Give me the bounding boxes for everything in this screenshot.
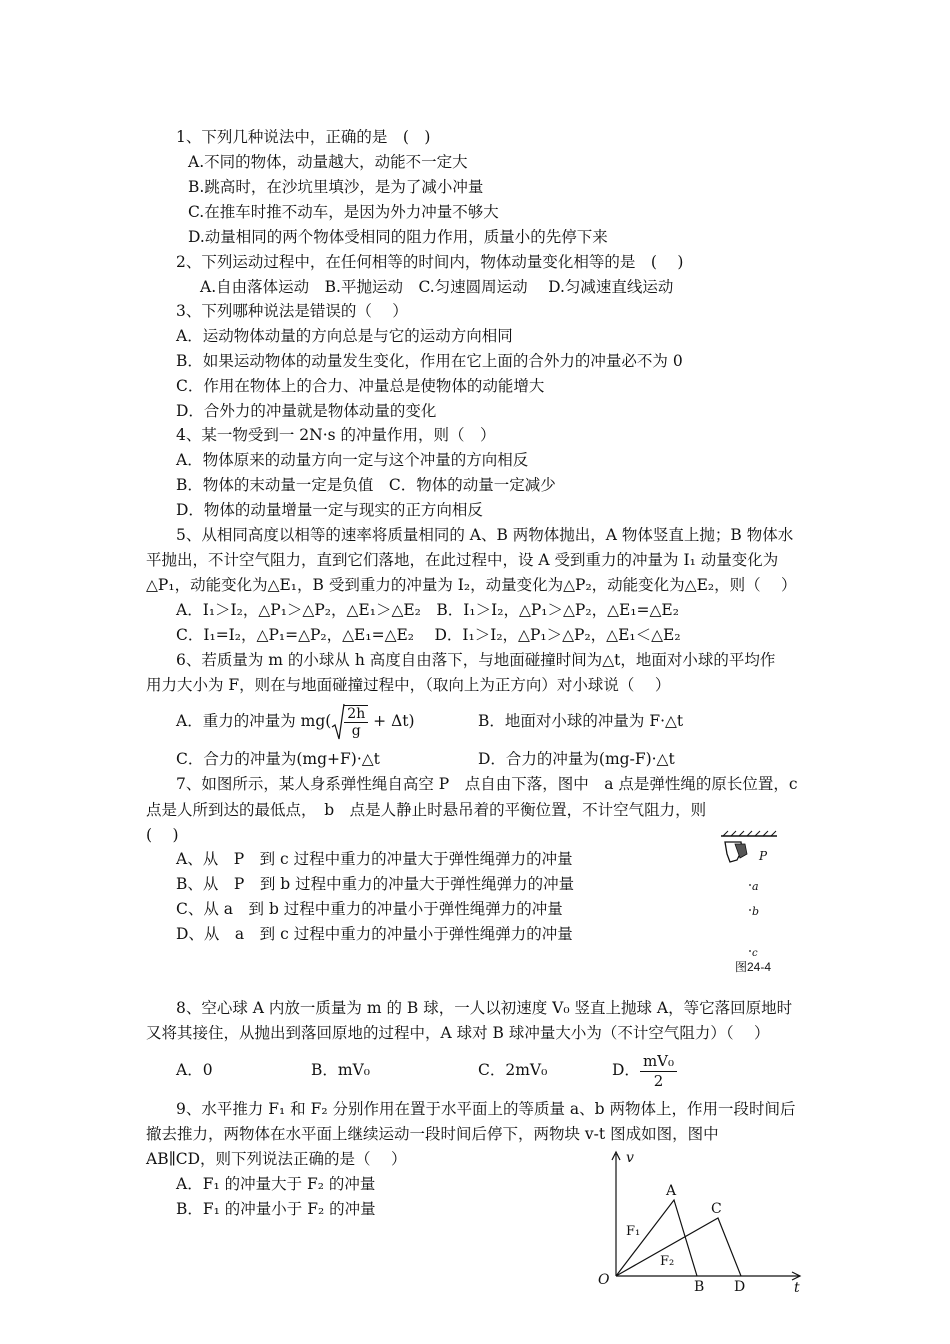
q1-option-b: B.跳高时，在沙坑里填沙，是为了减小冲量: [188, 178, 484, 196]
q3-option-d: D．合外力的冲量就是物体动量的变化: [176, 402, 437, 420]
v-axis-label: v: [626, 1150, 634, 1166]
q4-option-a: A．物体原来的动量方向一定与这个冲量的方向相反: [176, 451, 529, 469]
q9-option-a: A．F₁ 的冲量大于 F₂ 的冲量: [176, 1175, 376, 1193]
q9-line1: 9、水平推力 F₁ 和 F₂ 分别作用在置于水平面上的等质量 a、b 两物体上，作用一段时间后: [176, 1100, 796, 1118]
q5-options-ab: A．I₁＞I₂，△P₁＞△P₂，△E₁＞△E₂ B．I₁＞I₂，△P₁＞△P₂，△E₁=△E₂: [176, 601, 679, 619]
point-p-label: P: [759, 849, 768, 863]
q3-option-a: A．运动物体动量的方向总是与它的运动方向相同: [176, 327, 513, 345]
q8-option-a: A．0: [176, 1061, 213, 1079]
q7-option-d: D、从 a 到 c 过程中重力的冲量小于弹性绳弹力的冲量: [176, 925, 573, 943]
q8-line1: 8、空心球 A 内放一质量为 m 的 B 球，一人以初速度 V₀ 竖直上抛球 A，等它落回原地时: [176, 999, 793, 1017]
q5-line3: △P₁，动能变化为△E₁，B 受到重力的冲量为 I₂，动量变化为△P₂，动能变化为△E₂，则（ ）: [146, 576, 797, 594]
point-c-label: C: [711, 1201, 722, 1217]
q6-line1: 6、若质量为 m 的小球从 h 高度自由落下，与地面碰撞时间为△t，地面对小球的平均作: [176, 651, 776, 669]
figure-caption: 图24-4: [735, 960, 772, 974]
q9-line3: AB∥CD，则下列说法正确的是（ ）: [146, 1150, 407, 1168]
q6-option-d: D．合力的冲量为(mg-F)·△t: [478, 750, 675, 768]
q6-option-b: B．地面对小球的冲量为 F·△t: [478, 712, 684, 730]
fraction-numerator: mV₀: [640, 1052, 677, 1072]
q6-option-a: [176, 700, 415, 742]
point-b-label: B: [694, 1279, 705, 1295]
q2-options: A.自由落体运动 B.平抛运动 C.匀速圆周运动 D.匀减速直线运动: [200, 278, 674, 296]
q1-option-d: D.动量相同的两个物体受相同的阻力作用，质量小的先停下来: [188, 228, 608, 246]
q7-option-a: A、从 P 到 c 过程中重力的冲量大于弹性绳弹力的冲量: [176, 850, 573, 868]
q7-option-c: C、从 a 到 b 过程中重力的冲量小于弹性绳弹力的冲量: [176, 900, 563, 918]
vt-graph: [594, 1148, 814, 1298]
q3-option-b: B．如果运动物体的动量发生变化，作用在它上面的合外力的冲量必不为 0: [176, 352, 683, 370]
point-a-label: a: [752, 880, 759, 893]
q4-stem: 4、某一物受到一 2N·s 的冲量作用，则（ ）: [176, 426, 496, 444]
q8-option-d: [612, 1048, 677, 1092]
q4-option-d: D．物体的动量增量一定与现实的正方向相反: [176, 501, 483, 519]
q8-option-d-prefix: D．: [612, 1061, 640, 1079]
fraction-2h-over-g: [344, 705, 368, 739]
q8-option-b: B．mV₀: [311, 1061, 370, 1079]
q6-option-a-prefix: A．重力的冲量为 mg(: [176, 712, 332, 730]
fraction-denominator: g: [351, 723, 361, 739]
q7-line2: 点是人所到达的最低点， b 点是人静止时悬吊着的平衡位置，不计空气阻力，则: [146, 801, 707, 819]
q7-line3: ( ): [146, 826, 179, 844]
q5-line1: 5、从相同高度以相等的速率将质量相同的 A、B 两物体抛出，A 物体竖直上抛；B 物体水: [176, 526, 794, 544]
sqrt-expression: [331, 703, 368, 741]
q5-line2: 平抛出，不计空气阻力，直到它们落地，在此过程中，设 A 受到重力的冲量为 I₁ 动量变化为: [146, 551, 779, 569]
fraction-denominator: 2: [653, 1071, 664, 1090]
q7-line1: 7、如图所示，某人身系弹性绳自高空 P 点自由下落，图中 a 点是弹性绳的原长位置，c: [176, 775, 798, 793]
t-axis-label: t: [794, 1280, 800, 1296]
q6-line2: 用力大小为 F，则在与地面碰撞过程中，（取向上为正方向）对小球说（ ）: [146, 676, 671, 694]
fraction-numerator: 2h: [344, 706, 368, 723]
q1-option-c: C.在推车时推不动车，是因为外力冲量不够大: [188, 203, 499, 221]
q3-option-c: C．作用在物体上的合力、冲量总是使物体的动能增大: [176, 377, 545, 395]
q2-stem: 2、下列运动过程中，在任何相等的时间内，物体动量变化相等的是 ( ): [176, 253, 684, 271]
q6-option-c: C．合力的冲量为(mg+F)·△t: [176, 750, 380, 768]
q9-option-b: B．F₁ 的冲量小于 F₂ 的冲量: [176, 1200, 376, 1218]
q4-option-bc: B．物体的末动量一定是负值 C．物体的动量一定减少: [176, 476, 556, 494]
point-d-label: D: [734, 1279, 746, 1295]
q1-option-a: A.不同的物体，动量越大，动能不一定大: [188, 153, 468, 171]
point-b-label: b: [752, 905, 760, 918]
f1-label: F₁: [626, 1224, 641, 1239]
bungee-figure: [715, 830, 785, 978]
q7-option-b: B、从 P 到 b 过程中重力的冲量大于弹性绳弹力的冲量: [176, 875, 575, 893]
fraction-mv0-over-2: [640, 1052, 677, 1091]
q3-stem: 3、下列哪种说法是错误的（ ）: [176, 302, 408, 320]
q1-stem: 1、下列几种说法中，正确的是 ( ): [176, 128, 431, 146]
sqrt-sign-icon: [331, 703, 345, 741]
q8-option-c: C．2mV₀: [478, 1061, 548, 1079]
q9-line2: 撤去推力，两物体在水平面上继续运动一段时间后停下，两物块 v-t 图成如图，图中: [146, 1125, 719, 1143]
q6-option-a-suffix: + Δt): [373, 712, 415, 730]
point-a-label: A: [666, 1183, 677, 1199]
point-c-label: c: [752, 948, 758, 959]
f2-label: F₂: [660, 1254, 675, 1269]
q8-line2: 又将其接住，从抛出到落回原地的过程中，A 球对 B 球冲量大小为（不计空气阻力）（ ）: [146, 1024, 770, 1042]
q5-options-cd: C．I₁=I₂，△P₁=△P₂，△E₁=△E₂ D．I₁＞I₂，△P₁＞△P₂，△E₁＜△E₂: [176, 626, 681, 644]
origin-label: O: [598, 1272, 610, 1288]
